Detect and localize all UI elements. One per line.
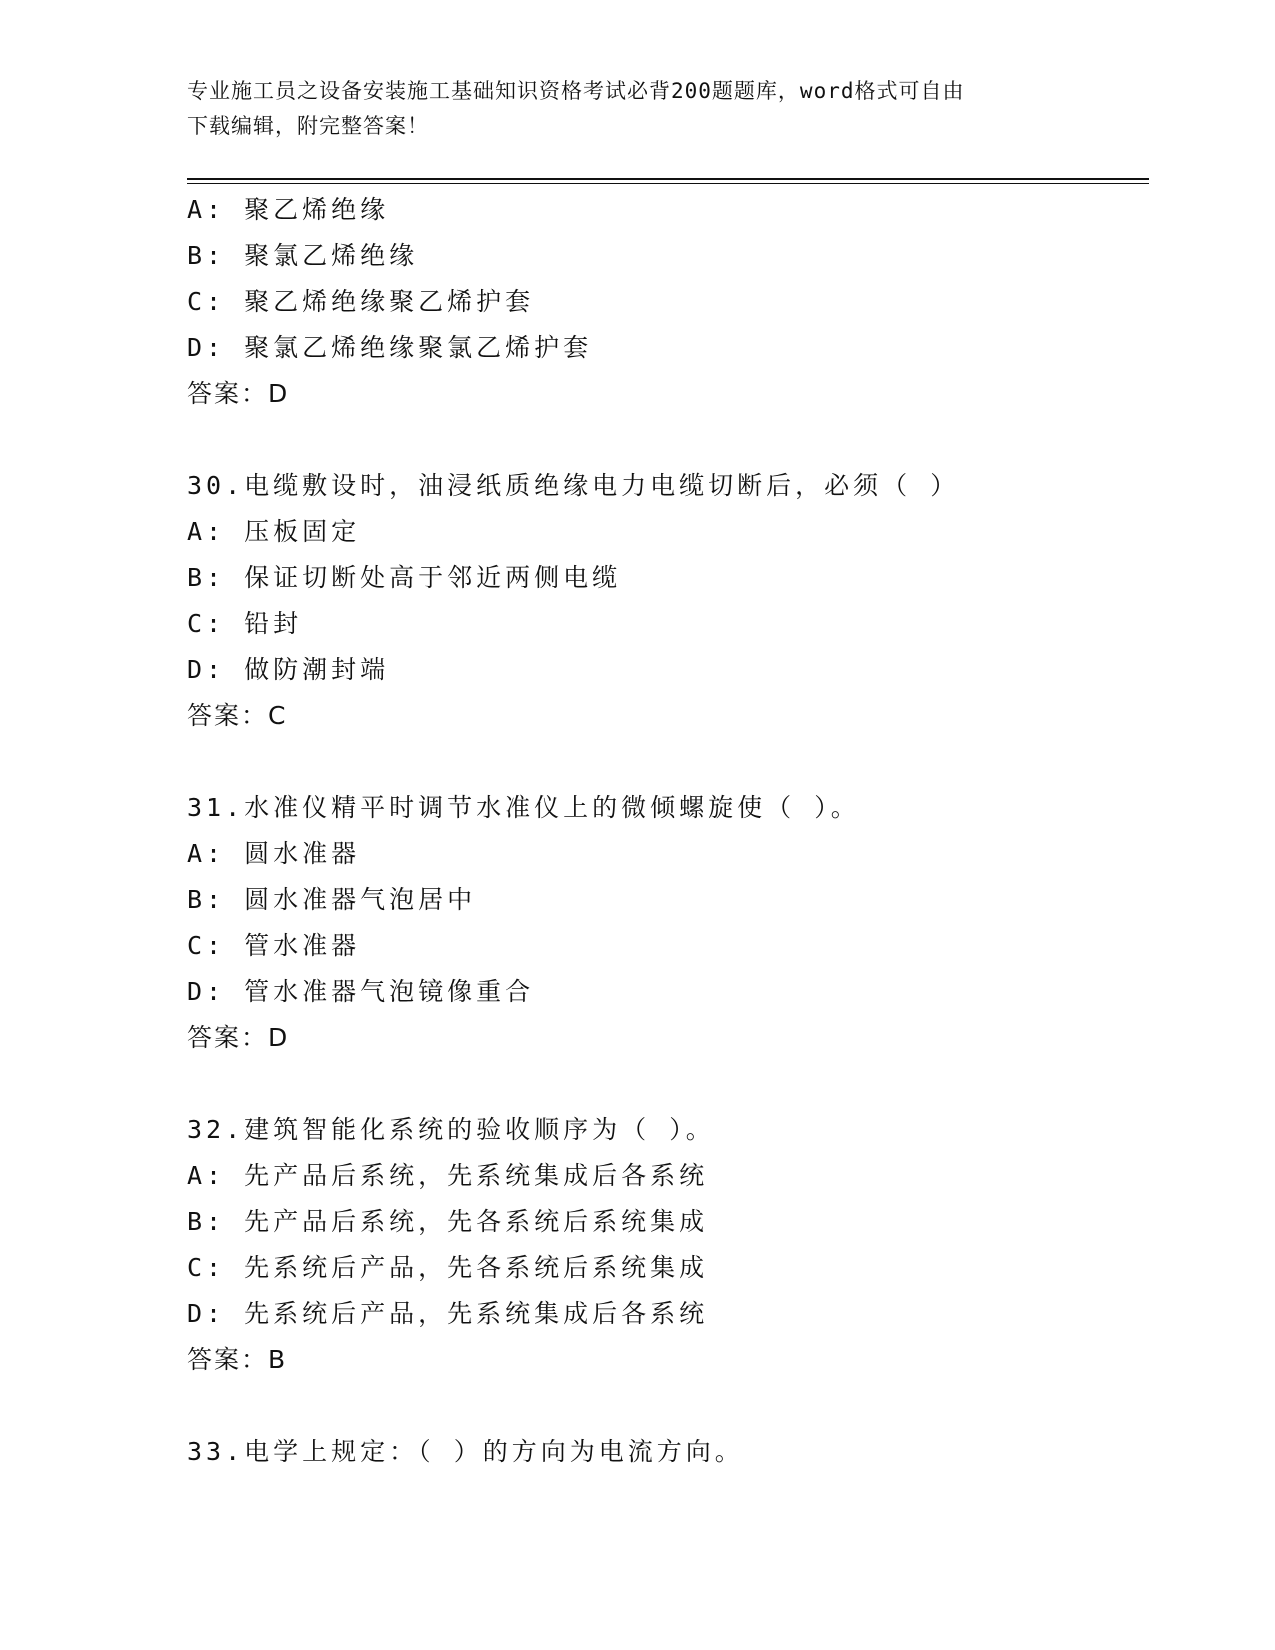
document-header	[187, 74, 1087, 144]
option-b: B: 圆水准器气泡居中	[187, 885, 477, 914]
option-d: D: 先系统后产品，先系统集成后各系统	[187, 1299, 709, 1328]
option-b: B: 保证切断处高于邻近两侧电缆	[187, 563, 622, 592]
option-d: D: 做防潮封端	[187, 655, 390, 684]
header-line-2: 下载编辑，附完整答案！	[187, 114, 429, 138]
option-d: D: 聚氯乙烯绝缘聚氯乙烯护套	[187, 333, 593, 362]
option-a: A: 压板固定	[187, 517, 361, 546]
spacer	[187, 1383, 1147, 1429]
option-b: B: 先产品后系统，先各系统后系统集成	[187, 1207, 709, 1236]
option-c: C: 管水准器	[187, 931, 361, 960]
header-divider-thin	[187, 183, 1149, 184]
spacer	[187, 739, 1147, 785]
option-c: C: 铅封	[187, 609, 303, 638]
option-a: A: 聚乙烯绝缘	[187, 195, 390, 224]
spacer	[187, 417, 1147, 463]
answer-line: 答案：D	[187, 1023, 290, 1052]
option-a: A: 圆水准器	[187, 839, 361, 868]
question-block-33	[187, 1429, 1147, 1475]
question-block-31	[187, 785, 1147, 1061]
question-stem: 30.电缆敷设时，油浸纸质绝缘电力电缆切断后，必须（ ）	[187, 471, 960, 500]
answer-line: 答案：D	[187, 379, 290, 408]
question-stem: 33.电学上规定：（ ）的方向为电流方向。	[187, 1437, 744, 1466]
option-c: C: 聚乙烯绝缘聚乙烯护套	[187, 287, 535, 316]
option-a: A: 先产品后系统，先系统集成后各系统	[187, 1161, 709, 1190]
question-stem: 32.建筑智能化系统的验收顺序为（ ）。	[187, 1115, 715, 1144]
header-divider-thick	[187, 178, 1149, 180]
option-b: B: 聚氯乙烯绝缘	[187, 241, 419, 270]
answer-line: 答案：B	[187, 1345, 288, 1374]
option-c: C: 先系统后产品，先各系统后系统集成	[187, 1253, 709, 1282]
question-block-30	[187, 463, 1147, 739]
question-block-29	[187, 187, 1147, 417]
answer-line: 答案：C	[187, 701, 288, 730]
option-d: D: 管水准器气泡镜像重合	[187, 977, 535, 1006]
spacer	[187, 1061, 1147, 1107]
question-stem: 31.水准仪精平时调节水准仪上的微倾螺旋使（ ）。	[187, 793, 860, 822]
question-block-32	[187, 1107, 1147, 1383]
question-list	[187, 187, 1147, 1475]
header-line-1: 专业施工员之设备安装施工基础知识资格考试必背200题题库，word格式可自由	[187, 79, 965, 103]
